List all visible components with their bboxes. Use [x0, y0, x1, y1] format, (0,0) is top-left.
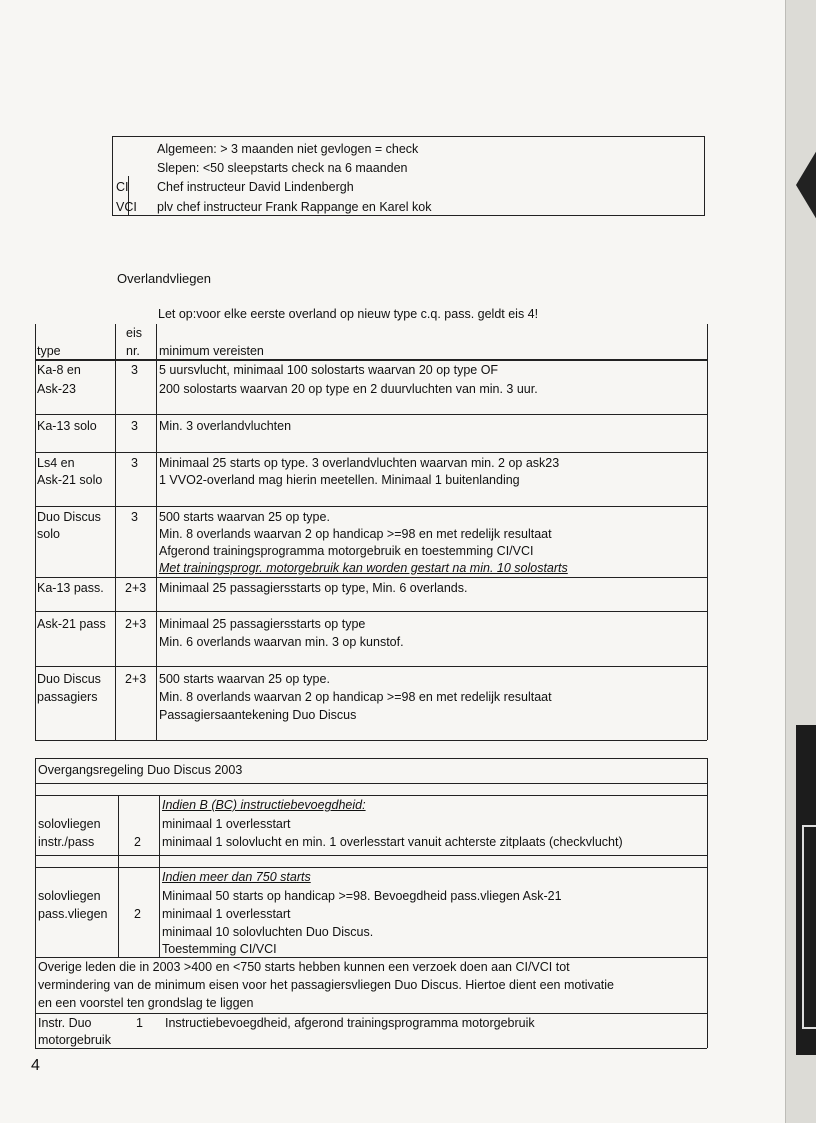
row-req: Min. 8 overlands waarvan 2 op handicap >=98 en met redelijk resultaat [159, 527, 552, 541]
other-members-line: Overige leden die in 2003 >400 en <750 starts hebben kunnen een verzoek doen aan CI/VCI tot [38, 960, 570, 974]
header-eis: eis [126, 326, 142, 340]
row-eis: 2+3 [125, 581, 147, 595]
row-type: Ka-13 pass. [37, 581, 104, 595]
transition-row2-line: Minimaal 50 starts op handicap >=98. Bevoegdheid pass.vliegen Ask-21 [162, 889, 562, 903]
row-type: Ask-21 solo [37, 473, 103, 487]
overland-header-line [35, 359, 707, 361]
row-type: passagiers [37, 690, 98, 704]
transition-table-top [35, 758, 707, 759]
edge-arrow-shape [796, 150, 816, 220]
transition-row1-type: instr./pass [38, 835, 95, 849]
transition-row1-subheading: Indien B (BC) instructiebevoegdheid: [162, 798, 366, 812]
transition-row2-line: minimaal 10 solovluchten Duo Discus. [162, 925, 374, 939]
row-eis: 3 [131, 363, 138, 377]
row-eis: 3 [131, 419, 138, 433]
row-req: 500 starts waarvan 25 op type. [159, 672, 330, 686]
row-line [35, 666, 707, 667]
transition-row1-type: solovliegen [38, 817, 101, 831]
row-type: Ls4 en [37, 456, 75, 470]
transition-title: Overgangsregeling Duo Discus 2003 [38, 763, 243, 777]
transition-col2 [159, 795, 160, 957]
row-req: 5 uursvlucht, minimaal 100 solostarts waarvan 20 op type OF [159, 363, 499, 377]
row-req: 200 solostarts waarvan 20 op type en 2 duurvluchten van min. 3 uur. [159, 382, 538, 396]
transition-row1-eis: 2 [134, 835, 141, 849]
row-line [35, 452, 707, 453]
row-type: Ask-23 [37, 382, 76, 396]
row-req: Min. 8 overlands waarvan 2 op handicap >=98 en met redelijk resultaat [159, 690, 552, 704]
row-line [35, 611, 707, 612]
transition-row2-eis: 2 [134, 907, 141, 921]
transition-row2-subheading: Indien meer dan 750 starts [162, 870, 311, 884]
row-req: 500 starts waarvan 25 op type. [159, 510, 330, 524]
other-members-line: vermindering van de minimum eisen voor het passagiersvliegen Duo Discus. Hiertoe dient een motivatie [38, 978, 614, 992]
header-requirements: minimum vereisten [159, 344, 264, 358]
transition-row2-line: Toestemming CI/VCI [162, 942, 277, 956]
overland-table-col2 [156, 324, 157, 740]
row-eis: 3 [131, 510, 138, 524]
overland-table-col1 [115, 324, 116, 740]
overland-note: Let op:voor elke eerste overland op nieuw type c.q. pass. geldt eis 4! [158, 307, 539, 321]
vci-text: plv chef instructeur Frank Rappange en Karel kok [157, 200, 432, 214]
row-line [35, 855, 707, 856]
row-line [35, 506, 707, 507]
row-eis: 3 [131, 456, 138, 470]
transition-table-left [35, 758, 36, 1048]
overland-heading: Overlandvliegen [117, 271, 211, 286]
row-line [35, 577, 707, 578]
row-req: Passagiersaantekening Duo Discus [159, 708, 357, 722]
page-number: 4 [31, 1057, 40, 1074]
header-nr: nr. [126, 344, 140, 358]
general-line-2: Slepen: <50 sleepstarts check na 6 maanden [157, 161, 408, 175]
row-type: Duo Discus [37, 672, 101, 686]
row-type: solo [37, 527, 60, 541]
row-req-italic: Met trainingsprogr. motorgebruik kan worden gestart na min. 10 solostarts [159, 561, 568, 575]
transition-row2-type: pass.vliegen [38, 907, 108, 921]
transition-table-bottom [35, 1048, 707, 1049]
transition-col1 [118, 795, 119, 957]
row-line [35, 795, 707, 796]
instr-duo-eis: 1 [136, 1016, 143, 1030]
row-line [35, 414, 707, 415]
row-req: 1 VVO2-overland mag hierin meetellen. Minimaal 1 buitenlanding [159, 473, 520, 487]
row-req: Min. 3 overlandvluchten [159, 419, 292, 433]
transition-table-right [707, 758, 708, 1048]
row-type: Ka-8 en [37, 363, 81, 377]
transition-row2-type: solovliegen [38, 889, 101, 903]
row-type: Duo Discus [37, 510, 101, 524]
edge-inner-frame [802, 825, 816, 1029]
row-line [35, 1013, 707, 1014]
other-members-line: en een voorstel ten grondslag te liggen [38, 996, 254, 1010]
row-req: Minimaal 25 starts op type. 3 overlandvluchten waarvan min. 2 op ask23 [159, 456, 560, 470]
vci-code: VCI [116, 200, 137, 214]
overland-table-bottom [35, 740, 707, 741]
overland-table-right [707, 324, 708, 740]
row-req: Min. 6 overlands waarvan min. 3 op kunstof. [159, 635, 404, 649]
transition-row1-line: minimaal 1 overlesstart [162, 817, 291, 831]
row-req: Afgerond trainingsprogramma motorgebruik en toestemming CI/VCI [159, 544, 534, 558]
instr-duo-text: Instructiebevoegdheid, afgerond trainingsprogramma motorgebruik [165, 1016, 535, 1030]
general-line-1: Algemeen: > 3 maanden niet gevlogen = check [157, 142, 419, 156]
row-line [35, 867, 707, 868]
row-req: Minimaal 25 passagiersstarts op type [159, 617, 366, 631]
instr-duo-type: motorgebruik [38, 1033, 111, 1047]
row-eis: 2+3 [125, 617, 147, 631]
row-type: Ask-21 pass [37, 617, 106, 631]
row-line [35, 957, 707, 958]
adjacent-page-edge [785, 0, 816, 1123]
ci-text: Chef instructeur David Lindenbergh [157, 180, 354, 194]
overland-table-left [35, 324, 36, 740]
header-type: type [37, 344, 61, 358]
row-req: Minimaal 25 passagiersstarts op type, Min. 6 overlands. [159, 581, 468, 595]
transition-row2-line: minimaal 1 overlesstart [162, 907, 291, 921]
row-eis: 2+3 [125, 672, 147, 686]
ci-code: CI [116, 180, 129, 194]
transition-title-line [35, 783, 707, 784]
instr-duo-type: Instr. Duo [38, 1016, 92, 1030]
row-type: Ka-13 solo [37, 419, 97, 433]
edge-dark-block [796, 725, 816, 1055]
transition-row1-line: minimaal 1 solovlucht en min. 1 overlesstart vanuit achterste zitplaats (checkvlucht) [162, 835, 623, 849]
